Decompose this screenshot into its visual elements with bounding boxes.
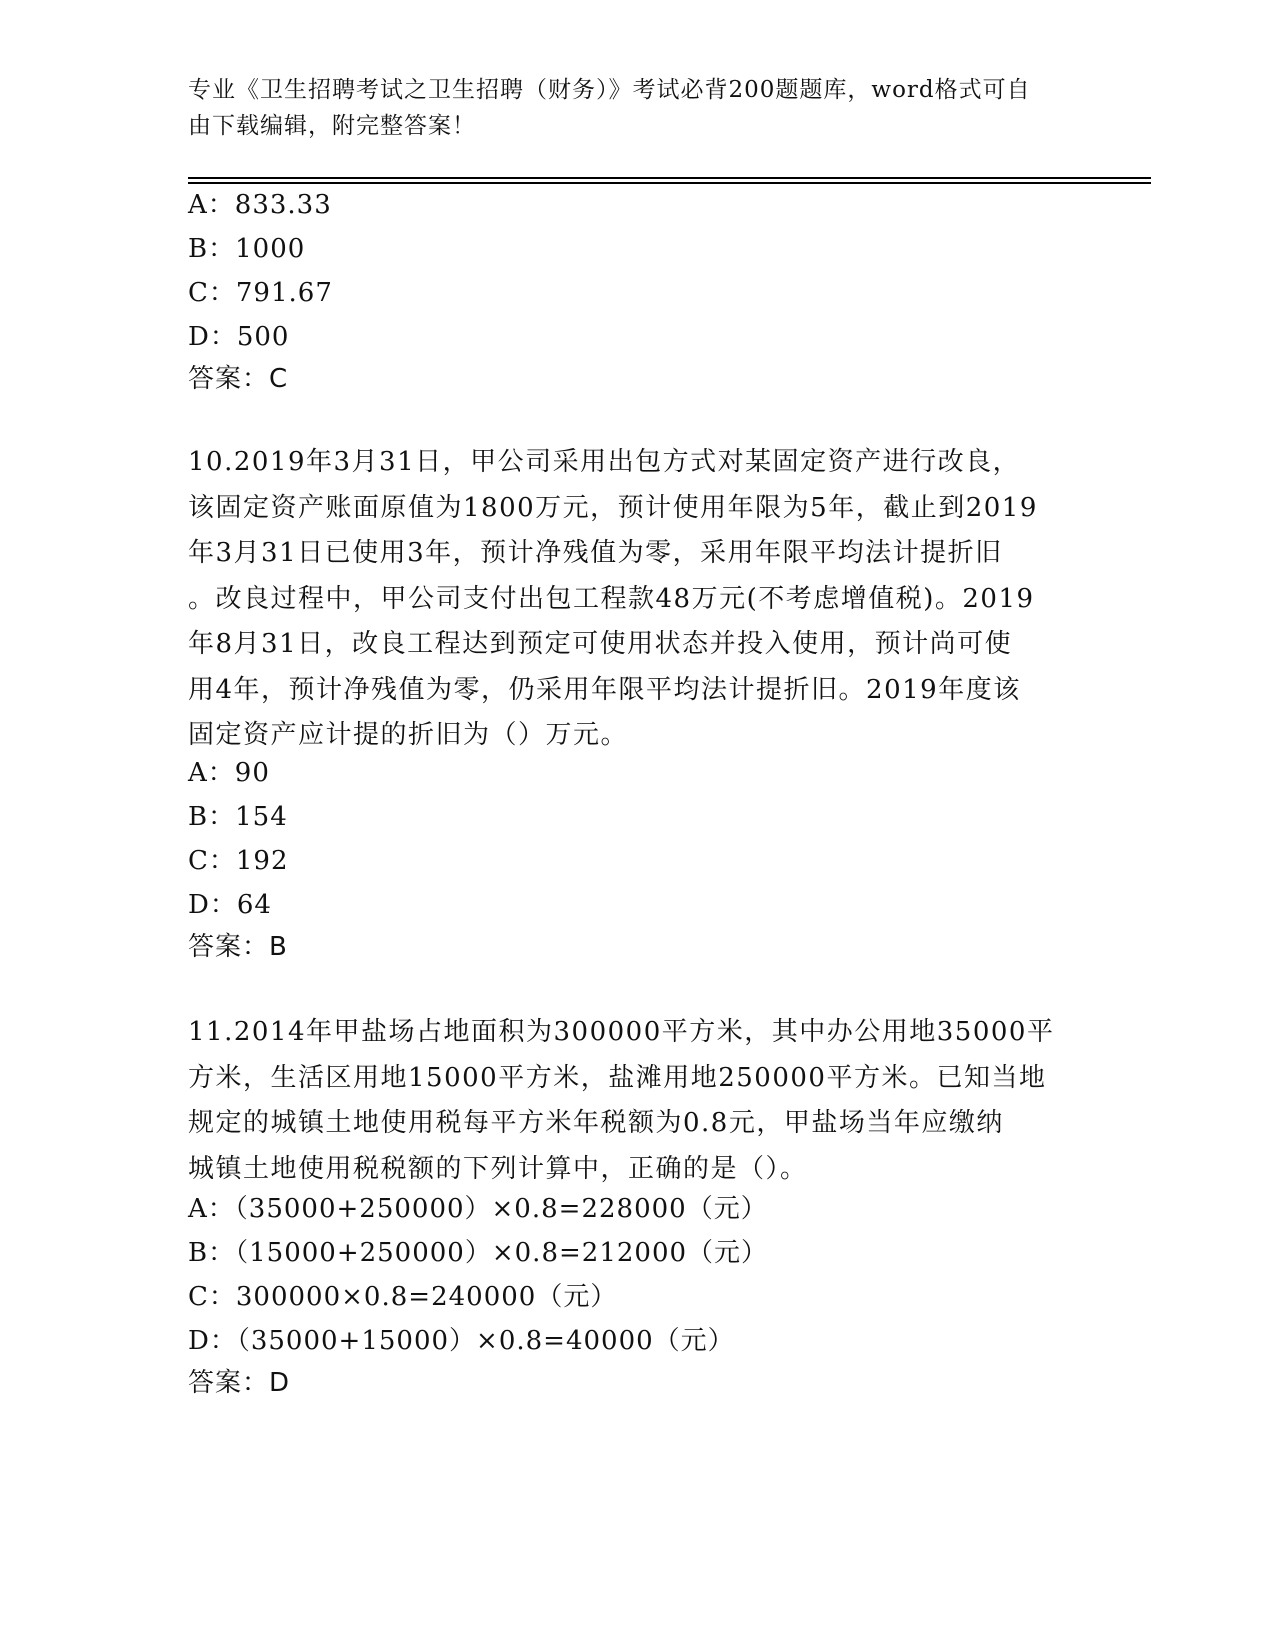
q9-option-a: A：833.33: [188, 190, 332, 220]
q11-option-b: B：（15000+250000）×0.8=212000（元）: [188, 1238, 769, 1268]
q10-stem-line: 用4年，预计净残值为零，仍采用年限平均法计提折旧。2019年度该: [188, 674, 1021, 705]
q9-option-c: C：791.67: [188, 278, 333, 308]
q9-option-b: B：1000: [188, 234, 306, 264]
q11-stem-line: 城镇土地使用税税额的下列计算中，正确的是（）。: [188, 1153, 808, 1184]
q10-stem: [188, 440, 1088, 759]
q10-stem-line: 年3月31日已使用3年，预计净残值为零，采用年限平均法计提折旧: [188, 538, 1003, 568]
header-rule-bottom: [188, 182, 1151, 184]
header-line-2: 由下载编辑，附完整答案！: [188, 113, 476, 139]
q10-stem-line: 。改良过程中，甲公司支付出包工程款48万元(不考虑增值税)。2019: [188, 583, 1035, 614]
q10-option-a: A：90: [188, 758, 270, 788]
header-rule-top: [188, 177, 1151, 179]
header-line-1: 专业《卫生招聘考试之卫生招聘（财务）》考试必背200题题库，word格式可自: [188, 77, 1031, 103]
q11-option-a: A：（35000+250000）×0.8=228000（元）: [188, 1194, 768, 1224]
document-header: [188, 72, 1068, 144]
q10-option-d: D：64: [188, 890, 272, 920]
q9-option-d: D：500: [188, 322, 290, 352]
q9-answer: 答案：C: [188, 364, 289, 394]
q11-answer: 答案：D: [188, 1368, 291, 1398]
q10-stem-line: 年8月31日，改良工程达到预定可使用状态并投入使用，预计尚可使: [188, 629, 1013, 659]
q10-stem-line: 固定资产应计提的折旧为（）万元。: [188, 720, 629, 750]
q10-option-c: C：192: [188, 846, 289, 876]
q10-stem-line: 该固定资产账面原值为1800万元，预计使用年限为5年，截止到2019: [188, 492, 1038, 523]
q10-answer: 答案：B: [188, 932, 288, 962]
q11-option-c: C：300000×0.8=240000（元）: [188, 1282, 618, 1312]
q11-stem-line: 规定的城镇土地使用税每平方米年税额为0.8元，甲盐场当年应缴纳: [188, 1108, 1004, 1138]
q10-stem-line: 10.2019年3月31日，甲公司采用出包方式对某固定资产进行改良，: [188, 447, 1021, 477]
q11-option-d: D：（35000+15000）×0.8=40000（元）: [188, 1326, 735, 1356]
q10-option-b: B：154: [188, 802, 288, 832]
q11-stem-line: 11.2014年甲盐场占地面积为300000平方米，其中办公用地35000平: [188, 1017, 1055, 1047]
q11-stem-line: 方米，生活区用地15000平方米，盐滩用地250000平方米。已知当地: [188, 1062, 1047, 1093]
q11-stem: [188, 1010, 1088, 1192]
